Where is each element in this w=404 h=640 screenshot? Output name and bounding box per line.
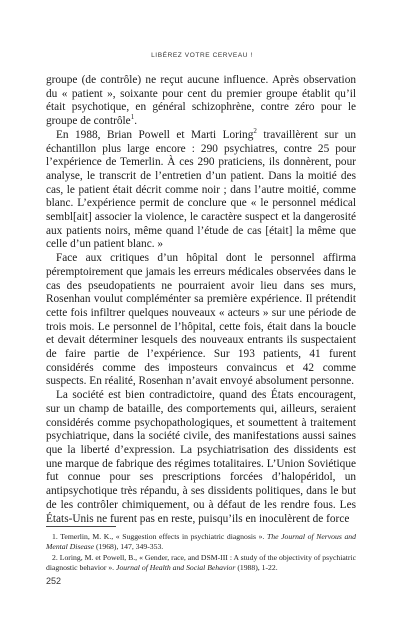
footnote-text-end: (1968), 147, 349-353. bbox=[94, 542, 164, 552]
paragraph-text-end: . bbox=[134, 115, 138, 128]
paragraph-text: groupe (de contrôle) ne reçut aucune influence. Après observation du « patient », soixante pour cent du premier groupe établit qu’il était psychotique, en général schizophrène, contre zéro pour le groupe de contrôle bbox=[46, 74, 356, 128]
page-number: 252 bbox=[46, 576, 62, 586]
footnote bbox=[46, 532, 356, 553]
paragraph bbox=[46, 129, 356, 252]
paragraph-text-end: travaillèrent sur un échantillon plus large encore : 290 psychiatres, contre 25 pour l’expérience de Temerlin. À ces 290 praticiens, ils donnèrent, pour analyse, le transcrit de l’entretien d’un patient. Dans la moitié des cas, le patient était décrit comme noir ; dans l’autre moitié, comme blanc. L’expérience permit de conclure que « le personnel médical sembl[ait] associer la violence, le caractère suspect et la dangerosité aux patients noirs, même quand l’étude de cas [était] la même que celle d’un patient blanc. » bbox=[46, 128, 356, 251]
footnote-source: The Journal of Nervous and Mental Disease bbox=[46, 532, 356, 552]
footnote-text-end: (1988), 1-22. bbox=[235, 562, 278, 572]
paragraph bbox=[46, 74, 356, 129]
footnote-source: Journal of Health and Social Behavior bbox=[116, 562, 236, 572]
footnote-ref: 2 bbox=[253, 127, 257, 136]
footnote-number: 2. bbox=[52, 552, 58, 562]
footnote-text: Loring, M. et Powell, B., « Gender, race, and DSM-III : A study of the objectivity of psychiatric diagnostic behavior ». bbox=[46, 552, 357, 572]
paragraph-text: En 1988, Brian Powell et Marti Loring bbox=[56, 128, 254, 141]
footnote bbox=[46, 553, 356, 574]
body-text bbox=[46, 74, 356, 526]
footnote-rule bbox=[46, 526, 116, 527]
footnotes bbox=[46, 532, 356, 573]
running-head: LIBÉREZ VOTRE CERVEAU ! bbox=[151, 52, 253, 59]
paragraph: Face aux critiques d’un hôpital dont le personnel affirma péremptoirement que jamais les erreurs médicales observées dans le cas des pseudopatients ne pourraient avoir lieu dans ses murs, Rosenhan voulut compléménter sa première expérience. Il prétendit cette fois infiltrer quelques nouveaux « acteurs » sur une période de trois mois. Le personnel de l’hôpital, cette fois, était dans la boucle et devait déterminer lesquels des nouveaux entrants ils suspectaient de faire partie de l’expérience. Sur 193 patients, 41 furent considérés comme des imposteurs convaincus et 42 comme suspects. En réalité, Rosenhan n’avait envoyé absolument personne. bbox=[46, 252, 356, 388]
paragraph: La société est bien contradictoire, quand des États encouragent, sur un champ de bataille, des comportements qui, ailleurs, seraient considérés comme psychopathologiques, et soumettent à traitement psychiatrique, dans la société civile, des manifestations aussi saines que la liberté d’expression. La psychiatrisation des dissidents est une marque de fabrique des régimes totalitaires. L’Union Soviétique fut connue pour ses prescriptions forcées d’halopéridol, un antipsychotique très répandu, à ses dissidents politiques, dans le but de les contrôler chimiquement, ou à défaut de les rendre fous. Les États-Unis ne furent pas en reste, puisqu’ils en inoculèrent de force bbox=[46, 389, 356, 525]
footnote-number: 1. bbox=[52, 532, 58, 541]
footnote-text: Temerlin, M. K., « Suggestion effects in psychiatric diagnosis ». bbox=[60, 532, 267, 541]
footnote-ref: 1 bbox=[130, 113, 135, 122]
